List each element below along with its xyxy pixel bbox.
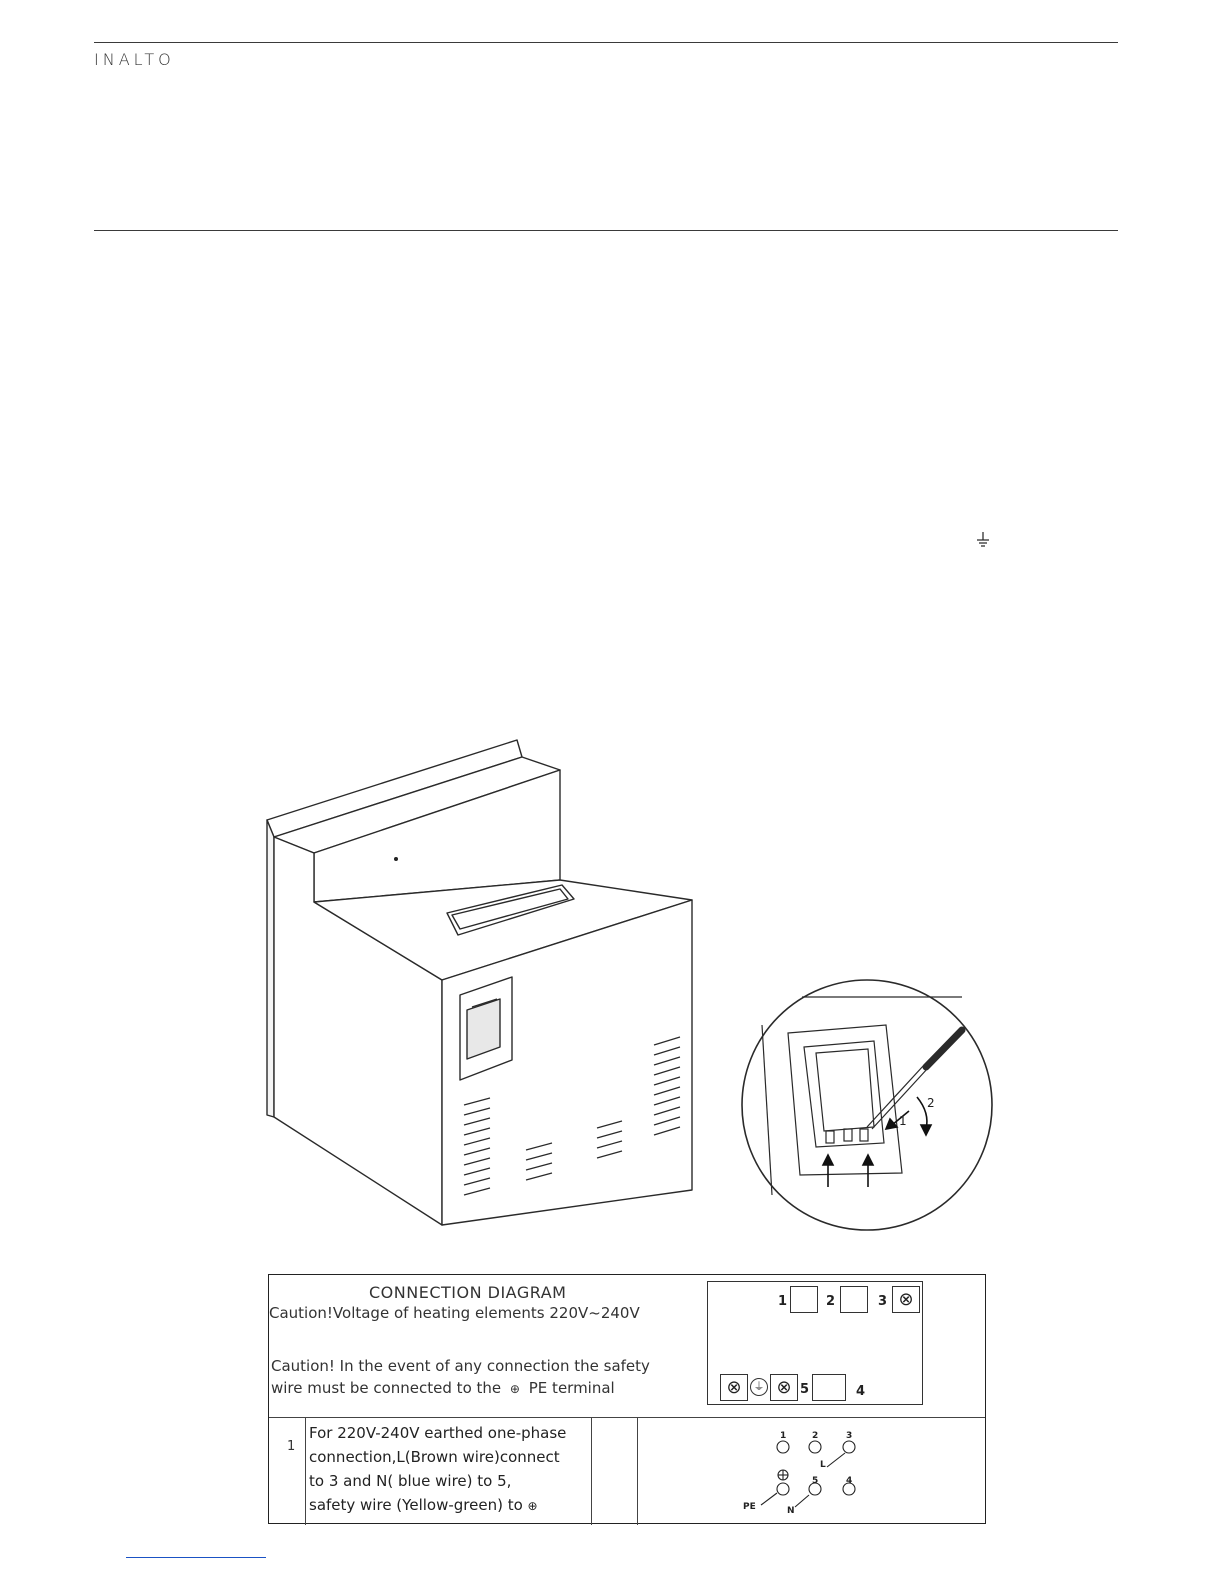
earth-symbol-icon: ⊕: [509, 1382, 520, 1396]
diagram-title: CONNECTION DIAGRAM: [369, 1283, 567, 1302]
row-instructions: [309, 1421, 566, 1518]
wiring-label-n: N: [787, 1506, 795, 1516]
oven-illustration: [262, 735, 1002, 1235]
terminal-number-5: 5: [800, 1382, 810, 1397]
wiring-label-pe: PE: [743, 1502, 756, 1512]
row-number: 1: [287, 1439, 296, 1454]
caution-safety-line-2: [271, 1379, 615, 1397]
terminal-number-3: 3: [878, 1294, 888, 1309]
connection-diagram-table: [268, 1274, 986, 1524]
wiring-label-l: L: [820, 1460, 826, 1470]
row-line-3: to 3 and N( blue wire) to 5,: [309, 1472, 512, 1490]
wiring-number-4: 4: [846, 1476, 853, 1486]
row-line-4: safety wire (Yellow-green) to: [309, 1496, 523, 1514]
wiring-schematic: [709, 1423, 889, 1519]
wiring-number-3: 3: [846, 1431, 853, 1441]
table-divider: [637, 1417, 638, 1525]
caution-voltage: Caution!Voltage of heating elements 220V~240V: [269, 1304, 640, 1322]
ground-icon: [975, 532, 991, 548]
brand-logo: INALTO: [94, 50, 175, 69]
terminal-screw-icon: ⊗: [770, 1374, 798, 1401]
pe-screw-icon: ⊗: [720, 1374, 748, 1401]
wiring-number-5: 5: [812, 1476, 819, 1486]
footer-link-underline[interactable]: [126, 1557, 266, 1558]
wiring-number-2: 2: [812, 1431, 819, 1441]
earth-symbol-icon: ⊕: [527, 1499, 538, 1513]
terminal-3-screw-icon: ⊗: [892, 1286, 920, 1313]
header-bottom-rule: [94, 230, 1118, 231]
pe-terminal-text: PE terminal: [528, 1379, 615, 1397]
row-line-4-wrap: [309, 1493, 566, 1518]
caution-safety-text: wire must be connected to the: [271, 1379, 502, 1397]
callout-label-1: 1: [899, 1114, 907, 1128]
caution-safety-line-1: Caution! In the event of any connection the safety: [271, 1357, 650, 1375]
terminal-number-1: 1: [778, 1294, 788, 1309]
row-line-1: For 220V-240V earthed one-phase: [309, 1424, 567, 1442]
callout-label-2: 2: [927, 1096, 935, 1110]
terminal-2: [840, 1286, 868, 1313]
row-line-2: connection,L(Brown wire)connect: [309, 1448, 560, 1466]
table-row: [269, 1417, 637, 1525]
ground-terminal-icon: ⏚: [750, 1378, 768, 1396]
terminal-1: [790, 1286, 818, 1313]
header-top-rule: [94, 42, 1118, 43]
terminal-block: [707, 1281, 923, 1405]
wiring-number-1: 1: [780, 1431, 787, 1441]
terminal-number-4: 4: [856, 1384, 866, 1399]
terminal-5: [812, 1374, 846, 1401]
terminal-number-2: 2: [826, 1294, 836, 1309]
